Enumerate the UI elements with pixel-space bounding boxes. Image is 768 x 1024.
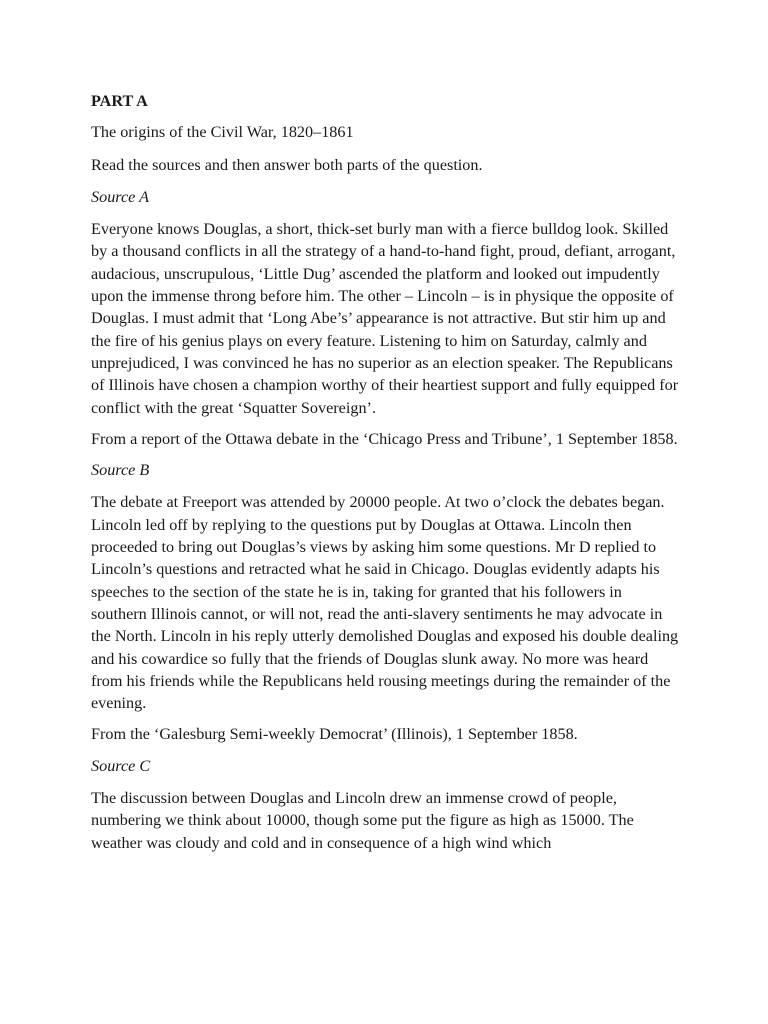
source-a-citation: From a report of the Ottawa debate in the ‘Chicago Press and Tribune’, 1 September 1858. <box>91 429 678 448</box>
source-b-label: Source B <box>91 461 150 480</box>
topic-title: The origins of the Civil War, 1820–1861 <box>91 123 354 142</box>
source-b-block <box>91 459 681 746</box>
source-b-citation: From the ‘Galesburg Semi-weekly Democrat’ (Illinois), 1 September 1858. <box>91 725 578 744</box>
exam-page <box>91 90 681 863</box>
source-a-block <box>91 186 681 450</box>
source-c-text: The discussion between Douglas and Lincoln drew an immense crowd of people, numbering we think about 10000, though some put the figure as high as 15000. The weather was cloudy and cold and in consequence of a high wind which <box>91 789 634 852</box>
source-a-text: Everyone knows Douglas, a short, thick-set burly man with a fierce bulldog look. Skilled by a thousand conflicts in all the strategy of a hand-to-hand fight, proud, defiant, arrogant, audacious, unscrupulous, ‘Little Dug’ ascended the platform and looked out impudently upon the immense throng before him. The other – Lincoln – is in physique the opposite of Douglas. I must admit that ‘Long Abe’s’ appearance is not attractive. But stir him up and the fire of his genius plays on every feature. Listening to him on Saturday, calmly and unprejudiced, I was convinced he has no superior as an election speaker. The Republicans of Illinois have chosen a champion worthy of their heartiest support and fully equipped for conflict with the great ‘Squatter Sovereign’. <box>91 220 679 417</box>
part-heading: PART A <box>91 92 148 110</box>
source-c-label: Source C <box>91 756 151 775</box>
source-b-text: The debate at Freeport was attended by 20000 people. At two o’clock the debates began. Lincoln led off by replying to the questions put by Douglas at Ottawa. Lincoln then proceeded to bring out Douglas’s views by asking him some questions. Mr D replied to Lincoln’s questions and retracted what he said in Chicago. Douglas evidently adapts his speeches to the section of the state he is in, taking for granted that his followers in southern Illinois cannot, or will not, read the anti-slavery sentiments he may advocate in the North. Lincoln in his reply utterly demolished Douglas and exposed his double dealing and his cowardice so fully that the friends of Douglas slunk away. No more was heard from his friends while the Republicans held rousing meetings during the remainder of the evening. <box>91 493 679 713</box>
source-a-label: Source A <box>91 187 149 206</box>
source-c-block <box>91 755 681 854</box>
instruction-text: Read the sources and then answer both parts of the question. <box>91 155 483 174</box>
